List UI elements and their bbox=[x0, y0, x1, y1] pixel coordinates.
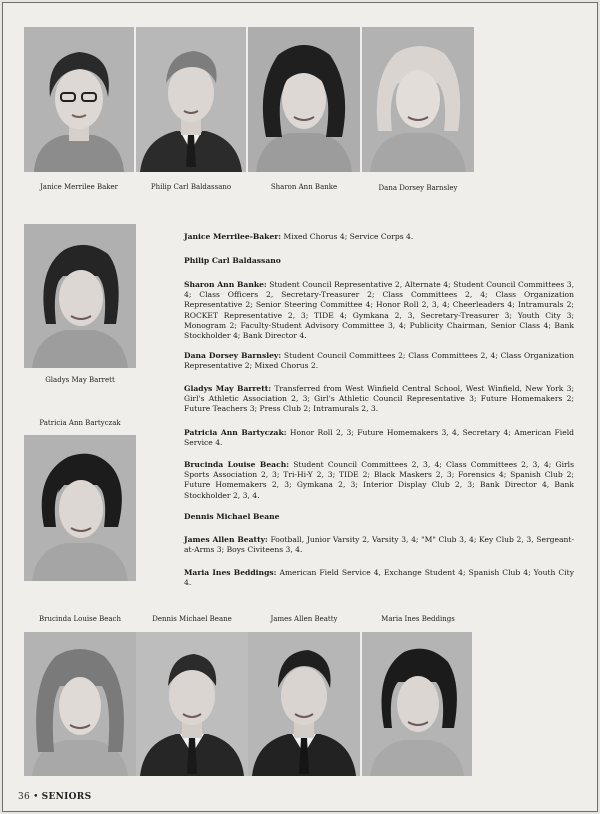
entry-name: Gladys May Barrett: bbox=[184, 384, 272, 393]
caption-gladys-barrett: Gladys May Barrett bbox=[45, 376, 115, 384]
portrait-janice-baker bbox=[24, 27, 134, 172]
entry-name: Janice Merrilee-Baker: bbox=[184, 232, 282, 241]
page-footer bbox=[18, 792, 91, 802]
entry-name: Dana Dorsey Barnsley: bbox=[184, 351, 282, 360]
caption-james-beatty: James Allen Beatty bbox=[270, 615, 338, 623]
entry-dennis-beane bbox=[184, 512, 574, 522]
portrait-maria-beddings bbox=[362, 632, 472, 776]
entry-text: American Field Service 4, Exchange Student 4; Spanish Club 4; Youth City 4. bbox=[184, 568, 575, 588]
portrait-brucinda-beach bbox=[24, 435, 136, 581]
entry-text: Football, Junior Varsity 2, Varsity 3, 4; "M" Club 3, 4; Key Club 2, 3, Sergeant-at-Arms 3; Boys Civiteens 3, 4. bbox=[184, 535, 575, 555]
section-title: SENIORS bbox=[41, 792, 92, 802]
entry-james-beatty bbox=[184, 535, 574, 555]
caption-sharon-banke: Sharon Ann Banke bbox=[270, 183, 338, 191]
entry-gladys-barrett bbox=[184, 384, 574, 415]
caption-dana-barnsley: Dana Dorsey Barnsley bbox=[378, 184, 458, 192]
portrait-brucinda-beach-2 bbox=[24, 632, 136, 776]
caption-janice-baker: Janice Merrilee Baker bbox=[39, 183, 119, 191]
entry-name: James Allen Beatty: bbox=[184, 535, 268, 544]
entry-text: Student Council Committees 2; Class Committees 2, 4; Class Organization Representative 2; Mixed Chorus 2. bbox=[184, 351, 574, 371]
entry-text: Student Council Representative 2, Alternate 4; Student Council Committees 3, 4; Class Officers 2, Secretary-Treasurer 2; Class Committees 2, 4; Class Organization Representative 2; Senior Steering Committee 4; Honor Roll 2, 3, 4; Cheerleaders 4; Intramurals 2; ROCKET Representative 2, 3; TIDE 4; Gymkana 2, 3, Secretary-Treasurer 3; Youth City 3; Monogram 2; Faculty-Student Advisory Committee 3, 4; Publicity Chairman, Senior Class 4; Bank Stockholder 4; Bank Director 4. bbox=[184, 280, 574, 341]
portrait-gladys-barrett bbox=[24, 224, 136, 368]
caption-patricia-bartyczak: Patricia Ann Bartyczak bbox=[39, 419, 121, 427]
entry-name: Patricia Ann Bartyczak: bbox=[184, 428, 287, 437]
entry-text: Mixed Chorus 4; Service Corps 4. bbox=[283, 232, 414, 241]
portrait-dana-barnsley bbox=[362, 27, 474, 172]
entry-text: Honor Roll 2, 3; Future Homemakers 3, 4, Secretary 4; American Field Service 4. bbox=[184, 428, 574, 448]
portrait-dennis-beane bbox=[136, 632, 248, 776]
entry-sharon-banke bbox=[184, 280, 574, 341]
entry-dana-barnsley bbox=[184, 351, 574, 371]
entry-text: Student Council Committees 2, 3, 4; Class Committees 2, 3, 4; Girls Sports Association 2, 3; Tri-Hi-Y 2, 3; TIDE 2; Black Maskers 2, 3; Forensics 4; Spanish Club 2; Future Homemakers 2, 3; Gymkana 2, 3; Interior Display Club 2, 3; Bank Director 4, Bank Stockholder 2, 3, 4. bbox=[184, 460, 574, 500]
entry-name: Brucinda Louise Beach: bbox=[184, 460, 290, 469]
entry-brucinda-beach bbox=[184, 460, 574, 501]
page-number: 36 bbox=[18, 792, 31, 802]
portrait-james-beatty bbox=[248, 632, 360, 776]
portrait-sharon-banke bbox=[248, 27, 360, 172]
entry-name: Maria Ines Beddings: bbox=[184, 568, 277, 577]
entry-maria-beddings bbox=[184, 568, 574, 588]
caption-maria-beddings: Maria Ines Beddings bbox=[381, 615, 455, 623]
entry-text: Transferred from West Winfield Central School, West Winfield, New York 3; Girl's Athletic Association 2, 3; Girl's Athletic Council Representative 3; Future Homemakers 2; Future Teachers 3; Press Club 2; Intramurals 2, 3. bbox=[184, 384, 574, 414]
footer-bullet: • bbox=[33, 792, 39, 802]
entry-name: Dennis Michael Beane bbox=[184, 512, 280, 521]
caption-brucinda-beach: Brucinda Louise Beach bbox=[38, 615, 121, 623]
entry-philip-baldassano bbox=[184, 256, 574, 266]
caption-dennis-beane: Dennis Michael Beane bbox=[152, 615, 232, 623]
entry-name: Philip Carl Baldassano bbox=[184, 256, 281, 265]
entry-janice-baker bbox=[184, 232, 574, 242]
caption-philip-baldassano: Philip Carl Baldassano bbox=[150, 183, 232, 191]
entry-name: Sharon Ann Banke: bbox=[184, 280, 267, 289]
portrait-philip-baldassano bbox=[136, 27, 246, 172]
entry-patricia-bartyczak bbox=[184, 428, 574, 448]
